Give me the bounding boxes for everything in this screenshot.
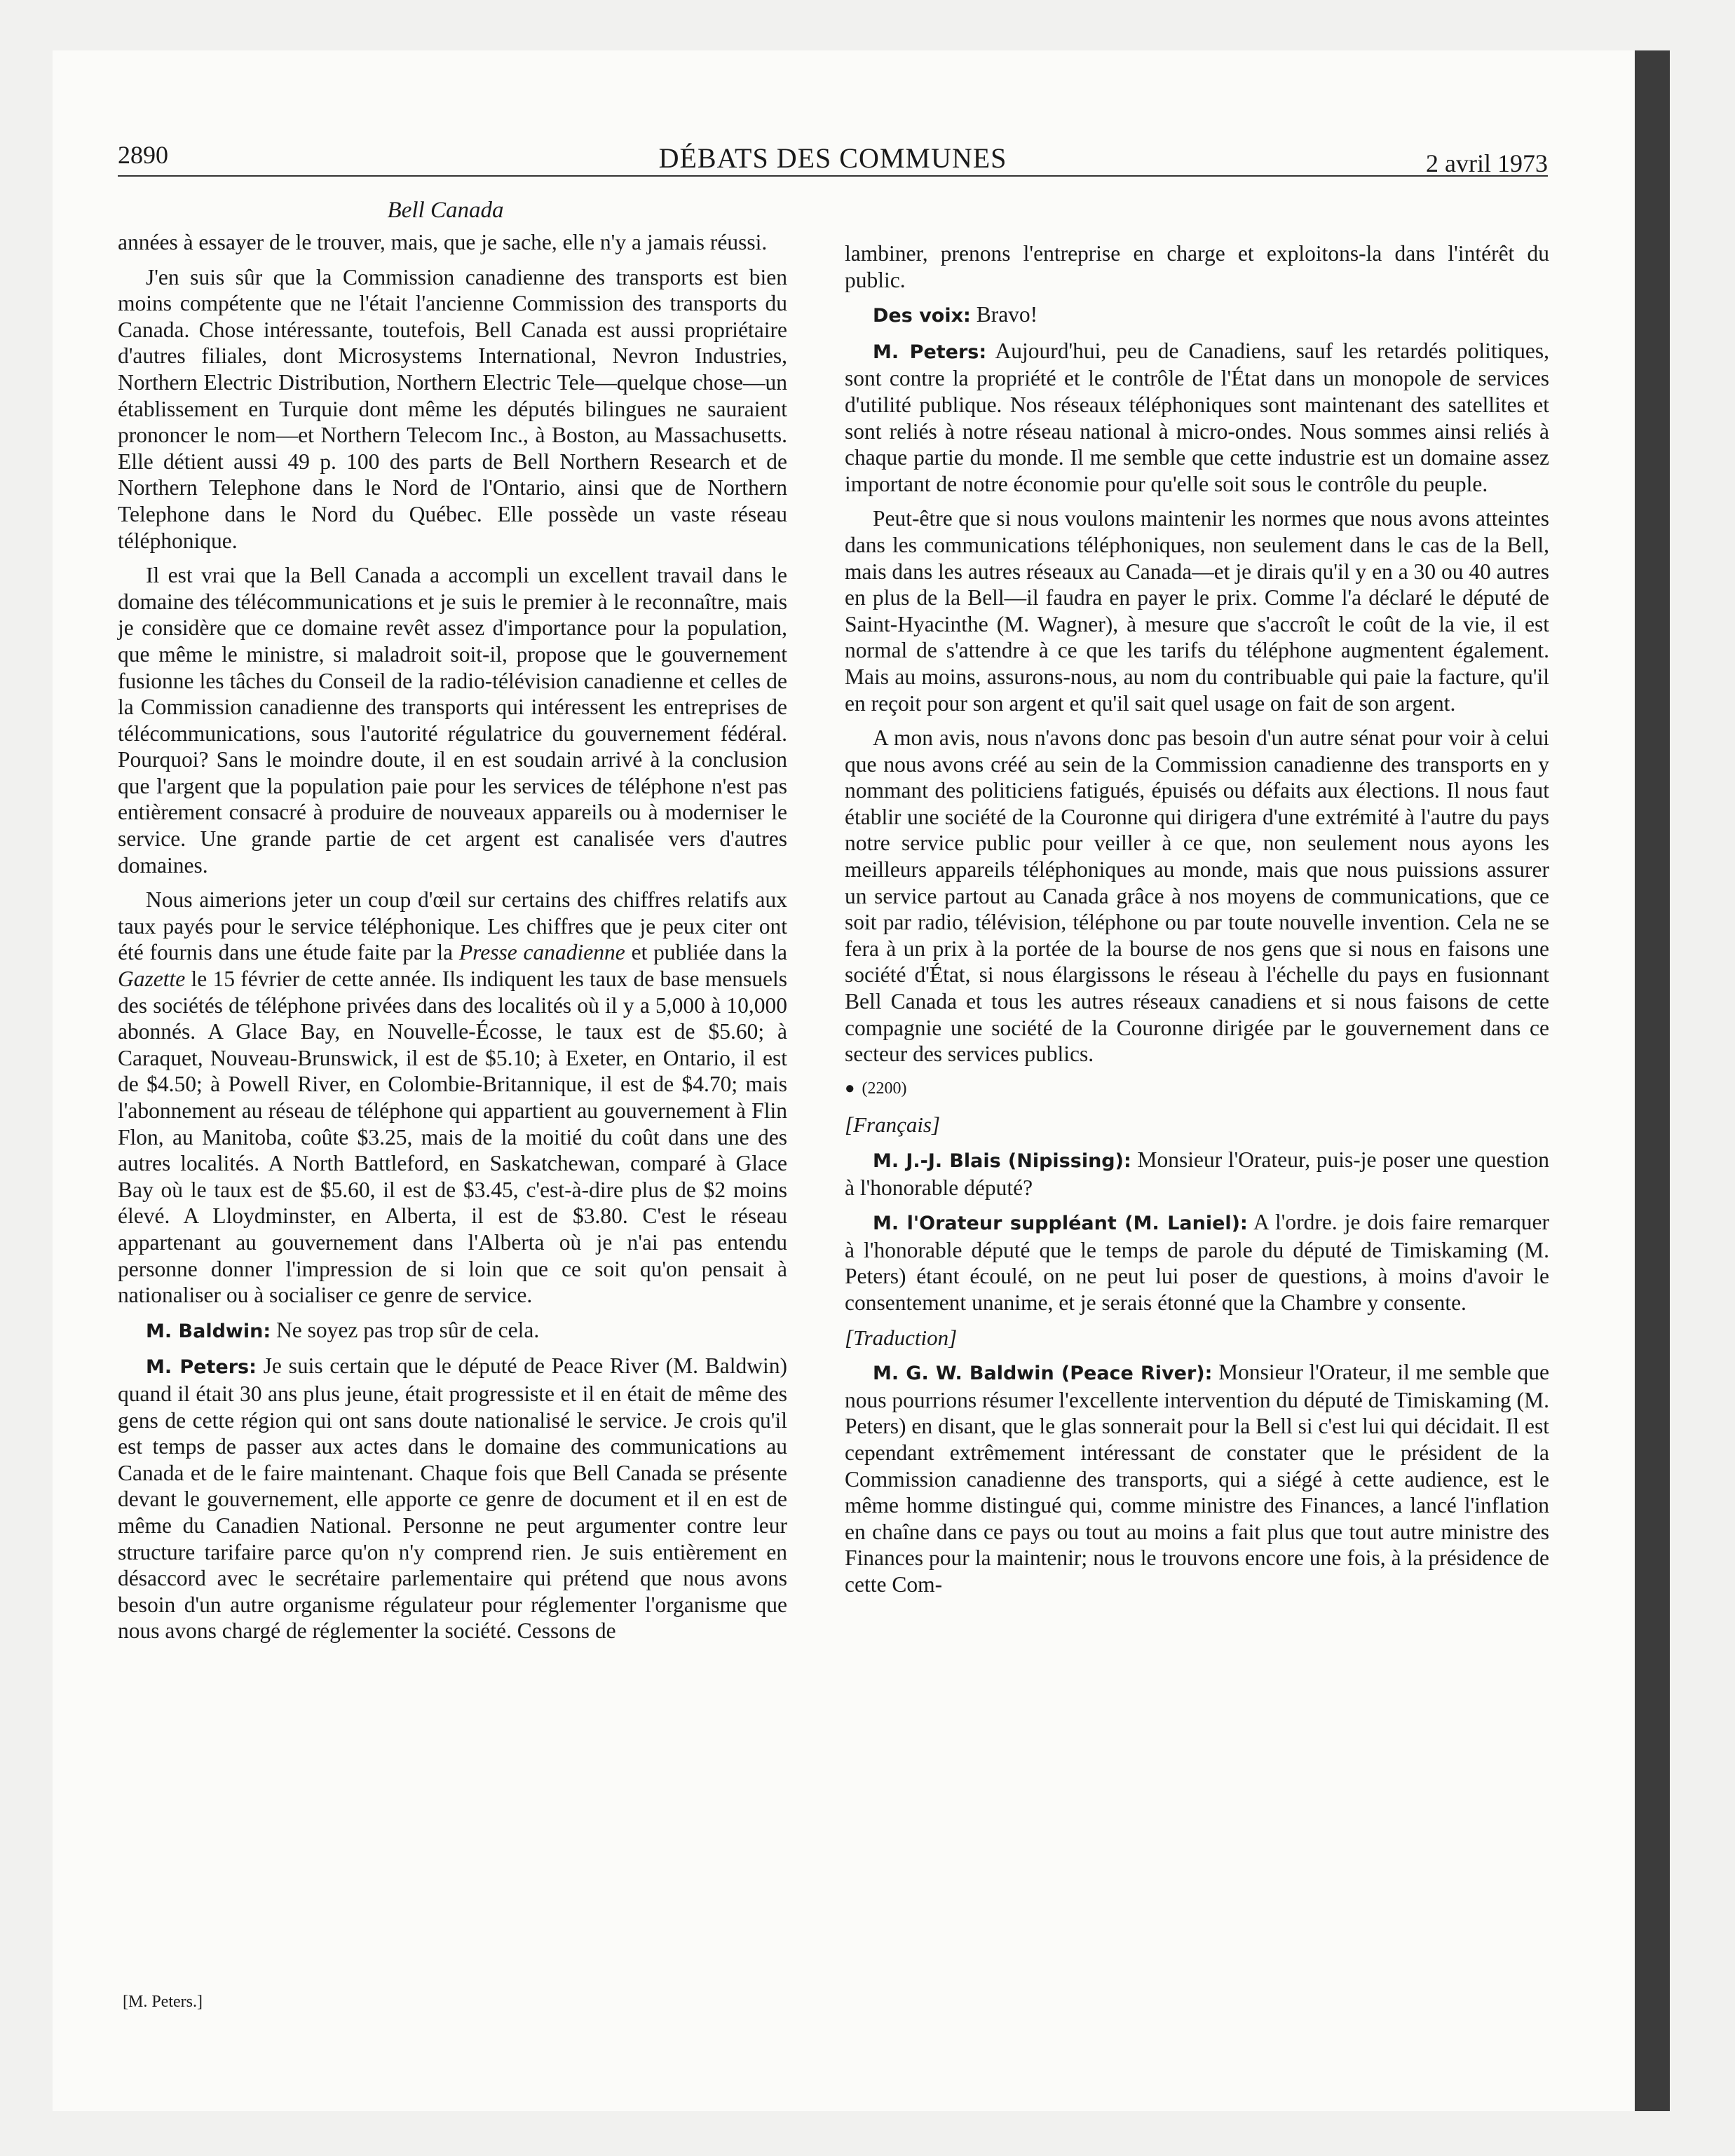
speech-text: Ne soyez pas trop sûr de cela. (271, 1317, 540, 1342)
paragraph: Il est vrai que la Bell Canada a accompli un excellent travail dans le domaine des télécommunications et je suis le premier à le reconnaître, mais je considère que ce domaine revêt assez d'importance pour la population, que même le ministre, si maladroit soit-il, propose que le gouvernement fusionne les tâches du Conseil de la radio-télévision canadienne et celles de la Commission canadienne des transports qui intéressent les entreprises de télécommunications, sous l'autorité régulatrice du gouvernement fédéral. Pourquoi? Sans le moindre doute, il en est soudain arrivé à la conclusion que l'argent que la population paie pour les services de téléphone n'est pas entièrement consacré à produire de nouveaux appareils ou à moderniser le service. Une grande partie de cet argent est canalisée vers d'autres domaines. (118, 563, 787, 878)
speaker-name: M. J.-J. Blais (Nipissing): (873, 1150, 1131, 1172)
paragraph-text: le 15 février de cette année. Ils indiquent les taux de base mensuels des sociétés de téléphone privées dans des localités où il y a 5,000 à 10,000 abonnés. A Glace Bay, en Nouvelle-Écosse, le taux est de $5.60; à Caraquet, Nouveau-Brunswick, il est de $5.10; à Exeter, en Ontario, il est de $4.50; à Powell River, en Colombie-Britannique, il est de $4.70; mais l'abonnement au réseau de téléphone qui appartient au gouvernement à Flin Flon, au Manitoba, coûte $3.25, mais de la moitié du coût dans une des autres localités. A North Battleford, en Saskatchewan, comparé à Glace Bay où le taux est de $5.60, il est de $3.45, c'est-à-dire plus de $2 moins élevé. A Lloydminster, en Alberta, il est de $3.80. C'est le réseau appartenant au gouvernement dans l'Alberta où je n'ai pas entendu personne donner l'impression de si loin que ce soit qu'on pensait à nationaliser ou à socialiser ce genre de service. (118, 967, 787, 1308)
speech-text: Bravo! (970, 302, 1038, 327)
bullet-icon: ● (845, 1079, 855, 1098)
speech (845, 301, 1549, 329)
speaker-name: M. Peters: (873, 341, 987, 363)
speaker-name: M. Peters: (146, 1356, 257, 1379)
speech (118, 1317, 787, 1345)
language-tag: [Traduction] (845, 1325, 958, 1350)
paragraph: années à essayer de le trouver, mais, que je sache, elle n'y a jamais réussi. (118, 230, 768, 254)
speaker-name: M. l'Orateur suppléant (M. Laniel): (873, 1213, 1248, 1235)
paragraph-text: et publiée dans la (625, 940, 787, 965)
speech (845, 1147, 1549, 1201)
paragraph-text: Nous aimerions jeter un coup d'œil sur certains des chiffres relatifs aux taux payés pour le service téléphonique. Les chiffres que je peux citer ont été fournis dans une étude faite par la (118, 887, 787, 965)
speech-text: Aujourd'hui, peu de Canadiens, sauf les retardés politiques, sont contre la propriété et le contrôle de l'État dans un monopole de services d'utilité publique. Nos réseaux téléphoniques sont maintenant des satellites et sont reliés à notre réseau national à micro-ondes. Nous sommes ainsi reliés à chaque partie du monde. Il me semble que cette industrie est un domaine assez important de notre économie pour qu'elle soit sous le contrôle du peuple. (845, 338, 1549, 496)
timestamp (845, 1076, 1549, 1103)
right-column (845, 240, 1549, 1606)
speech-text: A l'ordre. je dois faire remarquer à l'honorable député que le temps de parole du député de Timiskaming (M. Peters) étant écoulé, on ne peut lui poser de questions, à moins d'avoir le consentement unanime, et je serais étonné que la Chambre y consente. (845, 1210, 1549, 1315)
timestamp-text: (2200) (862, 1079, 907, 1098)
paragraph: lambiner, prenons l'entreprise en charge et exploitons-la dans l'intérêt du public. (845, 241, 1549, 292)
speaker-name: M. G. W. Baldwin (Peace River): (873, 1363, 1213, 1385)
paragraph: A mon avis, nous n'avons donc pas besoin d'un autre sénat pour voir à celui que nous avons créé au sein de la Commission canadienne des transports en y nommant des politiciens fatigués, épuisés ou défaits aux élections. Il nous faut établir une société de la Couronne qui dirigera d'une extrémité à l'autre du pays notre service public pour veiller à ce que, non seulement nous ayons les meilleurs appareils téléphoniques au monde, mais que nous puissions assurer un service partout au Canada grâce à nos moyens de communications, que ce soit par radio, télévision, téléphone ou par toute nouvelle invention. Cela ne se fera à un prix à la portée de la bourse de nos gens que si nous en faisons une société d'État, si nous élargissons le réseau à l'échelle du pays en fusionnant Bell Canada et tous les autres réseaux canadiens et si nous faisons de cette compagnie une société de la Couronne dirigée par le gouvernement dans ce secteur des services publics. (845, 725, 1549, 1067)
speech (845, 1209, 1549, 1316)
left-column (118, 229, 787, 1653)
speech-text: Je suis certain que le député de Peace River (M. Baldwin) quand il était 30 ans plus jeune, était progressiste et il en était de même des gens de cette région qui ont sans doute nationalisé le service. Je crois qu'il est temps de passer aux actes dans le domaine des communications au Canada et de le faire maintenant. Chaque fois que Bell Canada se présente devant le gouvernement, elle apporte ce genre de document et il en est de même du Canadien National. Personne ne peut argumenter contre leur structure tarifaire parce qu'on n'y comprend rien. Je suis entièrement en désaccord avec le secrétaire parlementaire qui prétend que nous avons besoin d'un autre organisme régulateur pour réglementer l'organisme que nous avons chargé de réglementer la société. Cessons de (118, 1353, 788, 1644)
paragraph: J'en suis sûr que la Commission canadienne des transports est bien moins compétente que ne l'était l'ancienne Commission des transports du Canada. Chose intéressante, toutefois, Bell Canada est aussi propriétaire d'autres filiales, dont Microsystems International, Nevron Industries, Northern Electric Distribution, Northern Electric Tele—quelque chose—un établissement en Turquie dont même les députés bilingues ne sauraient prononcer le nom—et Northern Telecom Inc., à Boston, au Massachusetts. Elle détient aussi 49 p. 100 des parts de Bell Northern Research et de Northern Telephone dans le Nord de l'Ontario, ainsi que de Northern Telephone dans le Nord du Québec. Elle possède un vaste réseau téléphonique. (118, 264, 787, 553)
speech (845, 338, 1549, 498)
subject-heading: Bell Canada (387, 198, 504, 223)
page-number: 2890 (118, 141, 168, 169)
page-header (118, 139, 1548, 177)
paragraph (118, 887, 787, 1309)
speech (118, 1353, 787, 1644)
speech-text: Monsieur l'Orateur, puis-je poser une question à l'honorable député? (845, 1147, 1549, 1200)
publication-name: Gazette (118, 967, 186, 992)
publication-name: Presse canadienne (458, 940, 625, 965)
page-footer: [M. Peters.] (123, 1993, 203, 2011)
language-tag: [Français] (845, 1112, 941, 1138)
page-title: DÉBATS DES COMMUNES (658, 142, 1007, 174)
speaker-name: Des voix: (873, 305, 971, 327)
speech-text: Monsieur l'Orateur, il me semble que nous pourrions résumer l'excellente intervention du député de Timiskaming (M. Peters) en disant, que le glas sonnerait pour la Bell si c'est lui qui décidait. Il est cependant extrêmement intéressant de constater que le président de la Commission canadienne des transports, qui a siégé à cette audience, est le même homme distingué qui, comme ministre des Finances, a lancé l'inflation en chaîne dans ce pays ou tout au moins a fait plus que tout autre ministre des Finances pour la maintenir; nous le trouvons encore une fois, à la présidence de cette Com- (845, 1360, 1549, 1597)
page-date: 2 avril 1973 (1426, 149, 1548, 177)
speech (845, 1359, 1549, 1597)
scan-binding-bar (1635, 50, 1670, 2111)
paragraph: Peut-être que si nous voulons maintenir les normes que nous avons atteintes dans les communications téléphoniques, non seulement dans le cas de la Bell, mais dans les autres réseaux au Canada—et je dirais qu'il y en a 30 ou 40 autres en plus de la Bell—il faudra en payer le prix. Comme l'a déclaré le député de Saint-Hyacinthe (M. Wagner), à mesure que s'accroît le coût de la vie, il est normal de s'attendre à ce que les tarifs du téléphone augmentent également. Mais au moins, assurons-nous, au nom du contribuable qui paie la facture, qu'il en reçoit pour son argent et qu'il sait quel usage on fait de son argent. (845, 506, 1549, 716)
speaker-name: M. Baldwin: (146, 1320, 271, 1342)
